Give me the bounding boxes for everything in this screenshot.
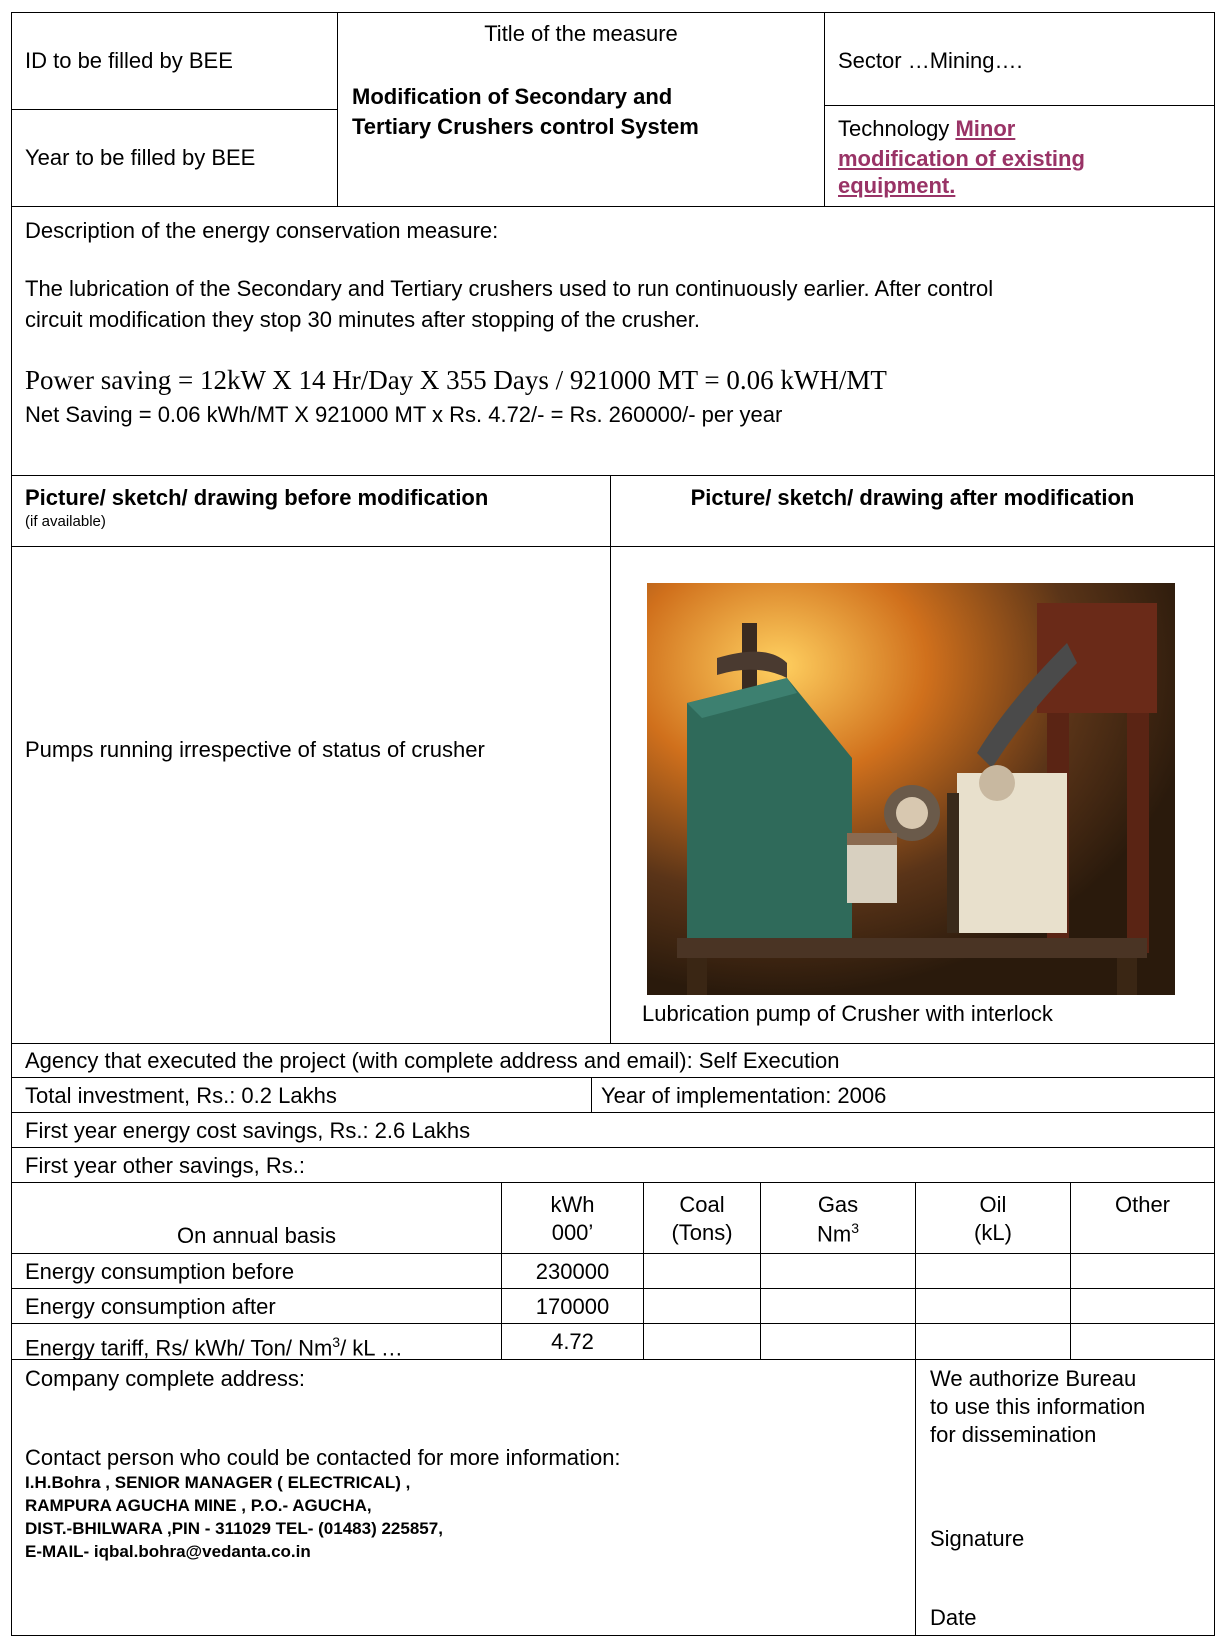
description-para-line-1: The lubrication of the Secondary and Tertiary crushers used to run continuously earlier. After control: [25, 276, 994, 301]
contact-line-2: RAMPURA AGUCHA MINE , P.O.- AGUCHA,: [25, 1496, 372, 1515]
description-para-line-2: circuit modification they stop 30 minutes after stopping of the crusher.: [25, 307, 701, 332]
col-gas-label-1: Gas: [817, 1192, 859, 1217]
row-after-kwh: 170000: [535, 1294, 610, 1319]
col-oil-label-1: Oil: [979, 1192, 1007, 1217]
col-oil-label-2: (kL): [974, 1220, 1012, 1245]
row-tariff-label: [25, 1329, 403, 1361]
table-cell: [1070, 1288, 1215, 1324]
title-line-1: Modification of Secondary and: [352, 84, 673, 109]
table-cell: [760, 1253, 916, 1289]
table-cell: [760, 1288, 916, 1324]
contact-line-1: I.H.Bohra , SENIOR MANAGER ( ELECTRICAL) ,: [25, 1473, 411, 1492]
technology-line-3[interactable]: equipment.: [838, 173, 956, 198]
col-basis-label: On annual basis: [177, 1223, 336, 1248]
year-implementation-text: Year of implementation: 2006: [601, 1083, 887, 1108]
col-gas-label-2: [760, 1215, 916, 1247]
authorize-line-3: for dissemination: [930, 1422, 1097, 1447]
power-saving-formula: Power saving = 12kW X 14 Hr/Day X 355 Days / 921000 MT = 0.06 kWH/MT: [25, 365, 887, 395]
col-coal-label-1: Coal: [679, 1192, 725, 1217]
energy-savings-text: First year energy cost savings, Rs.: 2.6 Lakhs: [25, 1118, 471, 1143]
before-heading: Picture/ sketch/ drawing before modification: [25, 485, 489, 510]
row-after-label: Energy consumption after: [25, 1294, 276, 1319]
table-cell: [643, 1323, 761, 1360]
table-cell: [760, 1323, 916, 1360]
row-tariff-kwh: 4.72: [551, 1329, 594, 1354]
contact-line-4: E-MAIL- iqbal.bohra@vedanta.co.in: [25, 1542, 311, 1561]
technology-caption: Technology: [838, 116, 950, 141]
signature-label: Signature: [930, 1526, 1025, 1551]
contact-line-3: DIST.-BHILWARA ,PIN - 311029 TEL- (01483) 225857,: [25, 1519, 443, 1538]
row-tariff-text-a: Energy tariff, Rs/ kWh/ Ton/ Nm: [25, 1335, 333, 1361]
authorize-line-2: to use this information: [930, 1394, 1146, 1419]
net-saving-formula: Net Saving = 0.06 kWh/MT X 921000 MT x Rs. 4.72/- = Rs. 260000/- per year: [25, 402, 783, 427]
description-heading: Description of the energy conservation measure:: [25, 218, 499, 243]
table-cell: [643, 1288, 761, 1324]
row-before-label: Energy consumption before: [25, 1259, 295, 1284]
before-description: Pumps running irrespective of status of crusher: [25, 737, 485, 762]
agency-text: Agency that executed the project (with complete address and email): Self Execution: [25, 1048, 840, 1073]
after-picture-caption: Lubrication pump of Crusher with interlock: [642, 1001, 1053, 1026]
table-cell: [915, 1253, 1071, 1289]
col-kwh-label-2: 000’: [551, 1220, 594, 1245]
table-cell: [1070, 1253, 1215, 1289]
other-savings-text: First year other savings, Rs.:: [25, 1153, 305, 1178]
title-caption: Title of the measure: [484, 21, 678, 46]
table-cell: [1070, 1323, 1215, 1360]
table-cell: [643, 1253, 761, 1289]
row-before-kwh: 230000: [535, 1259, 610, 1284]
table-cell: [915, 1288, 1071, 1324]
contact-label: Contact person who could be contacted for more information:: [25, 1445, 621, 1470]
before-note: (if available): [25, 513, 106, 530]
year-label: Year to be filled by BEE: [25, 145, 256, 170]
investment-text: Total investment, Rs.: 0.2 Lakhs: [25, 1083, 337, 1108]
address-label: Company complete address:: [25, 1366, 306, 1391]
title-line-2: Tertiary Crushers control System: [352, 114, 699, 139]
col-kwh-label-1: kWh: [550, 1192, 595, 1217]
col-gas-unit: Nm: [816, 1221, 852, 1247]
col-other-label: Other: [1114, 1192, 1171, 1217]
table-cell: [915, 1323, 1071, 1360]
after-heading: Picture/ sketch/ drawing after modification: [690, 485, 1135, 510]
col-gas-superscript: 3: [851, 1220, 859, 1236]
col-coal-label-2: (Tons): [671, 1220, 733, 1245]
technology-line-2[interactable]: modification of existing: [838, 146, 1085, 171]
technology-link[interactable]: Minor: [955, 116, 1016, 141]
id-label: ID to be filled by BEE: [25, 48, 233, 73]
technology-label: [838, 115, 1015, 143]
row-tariff-superscript: 3: [332, 1334, 341, 1350]
authorize-line-1: We authorize Bureau: [930, 1366, 1137, 1391]
before-picture-cell: [11, 546, 611, 1044]
row-tariff-text-b: / kL …: [340, 1335, 403, 1361]
sector-label: Sector …Mining….: [838, 48, 1023, 73]
date-label: Date: [930, 1605, 977, 1630]
description-cell: [11, 206, 1215, 476]
lubrication-pump-photo: [647, 583, 1175, 995]
